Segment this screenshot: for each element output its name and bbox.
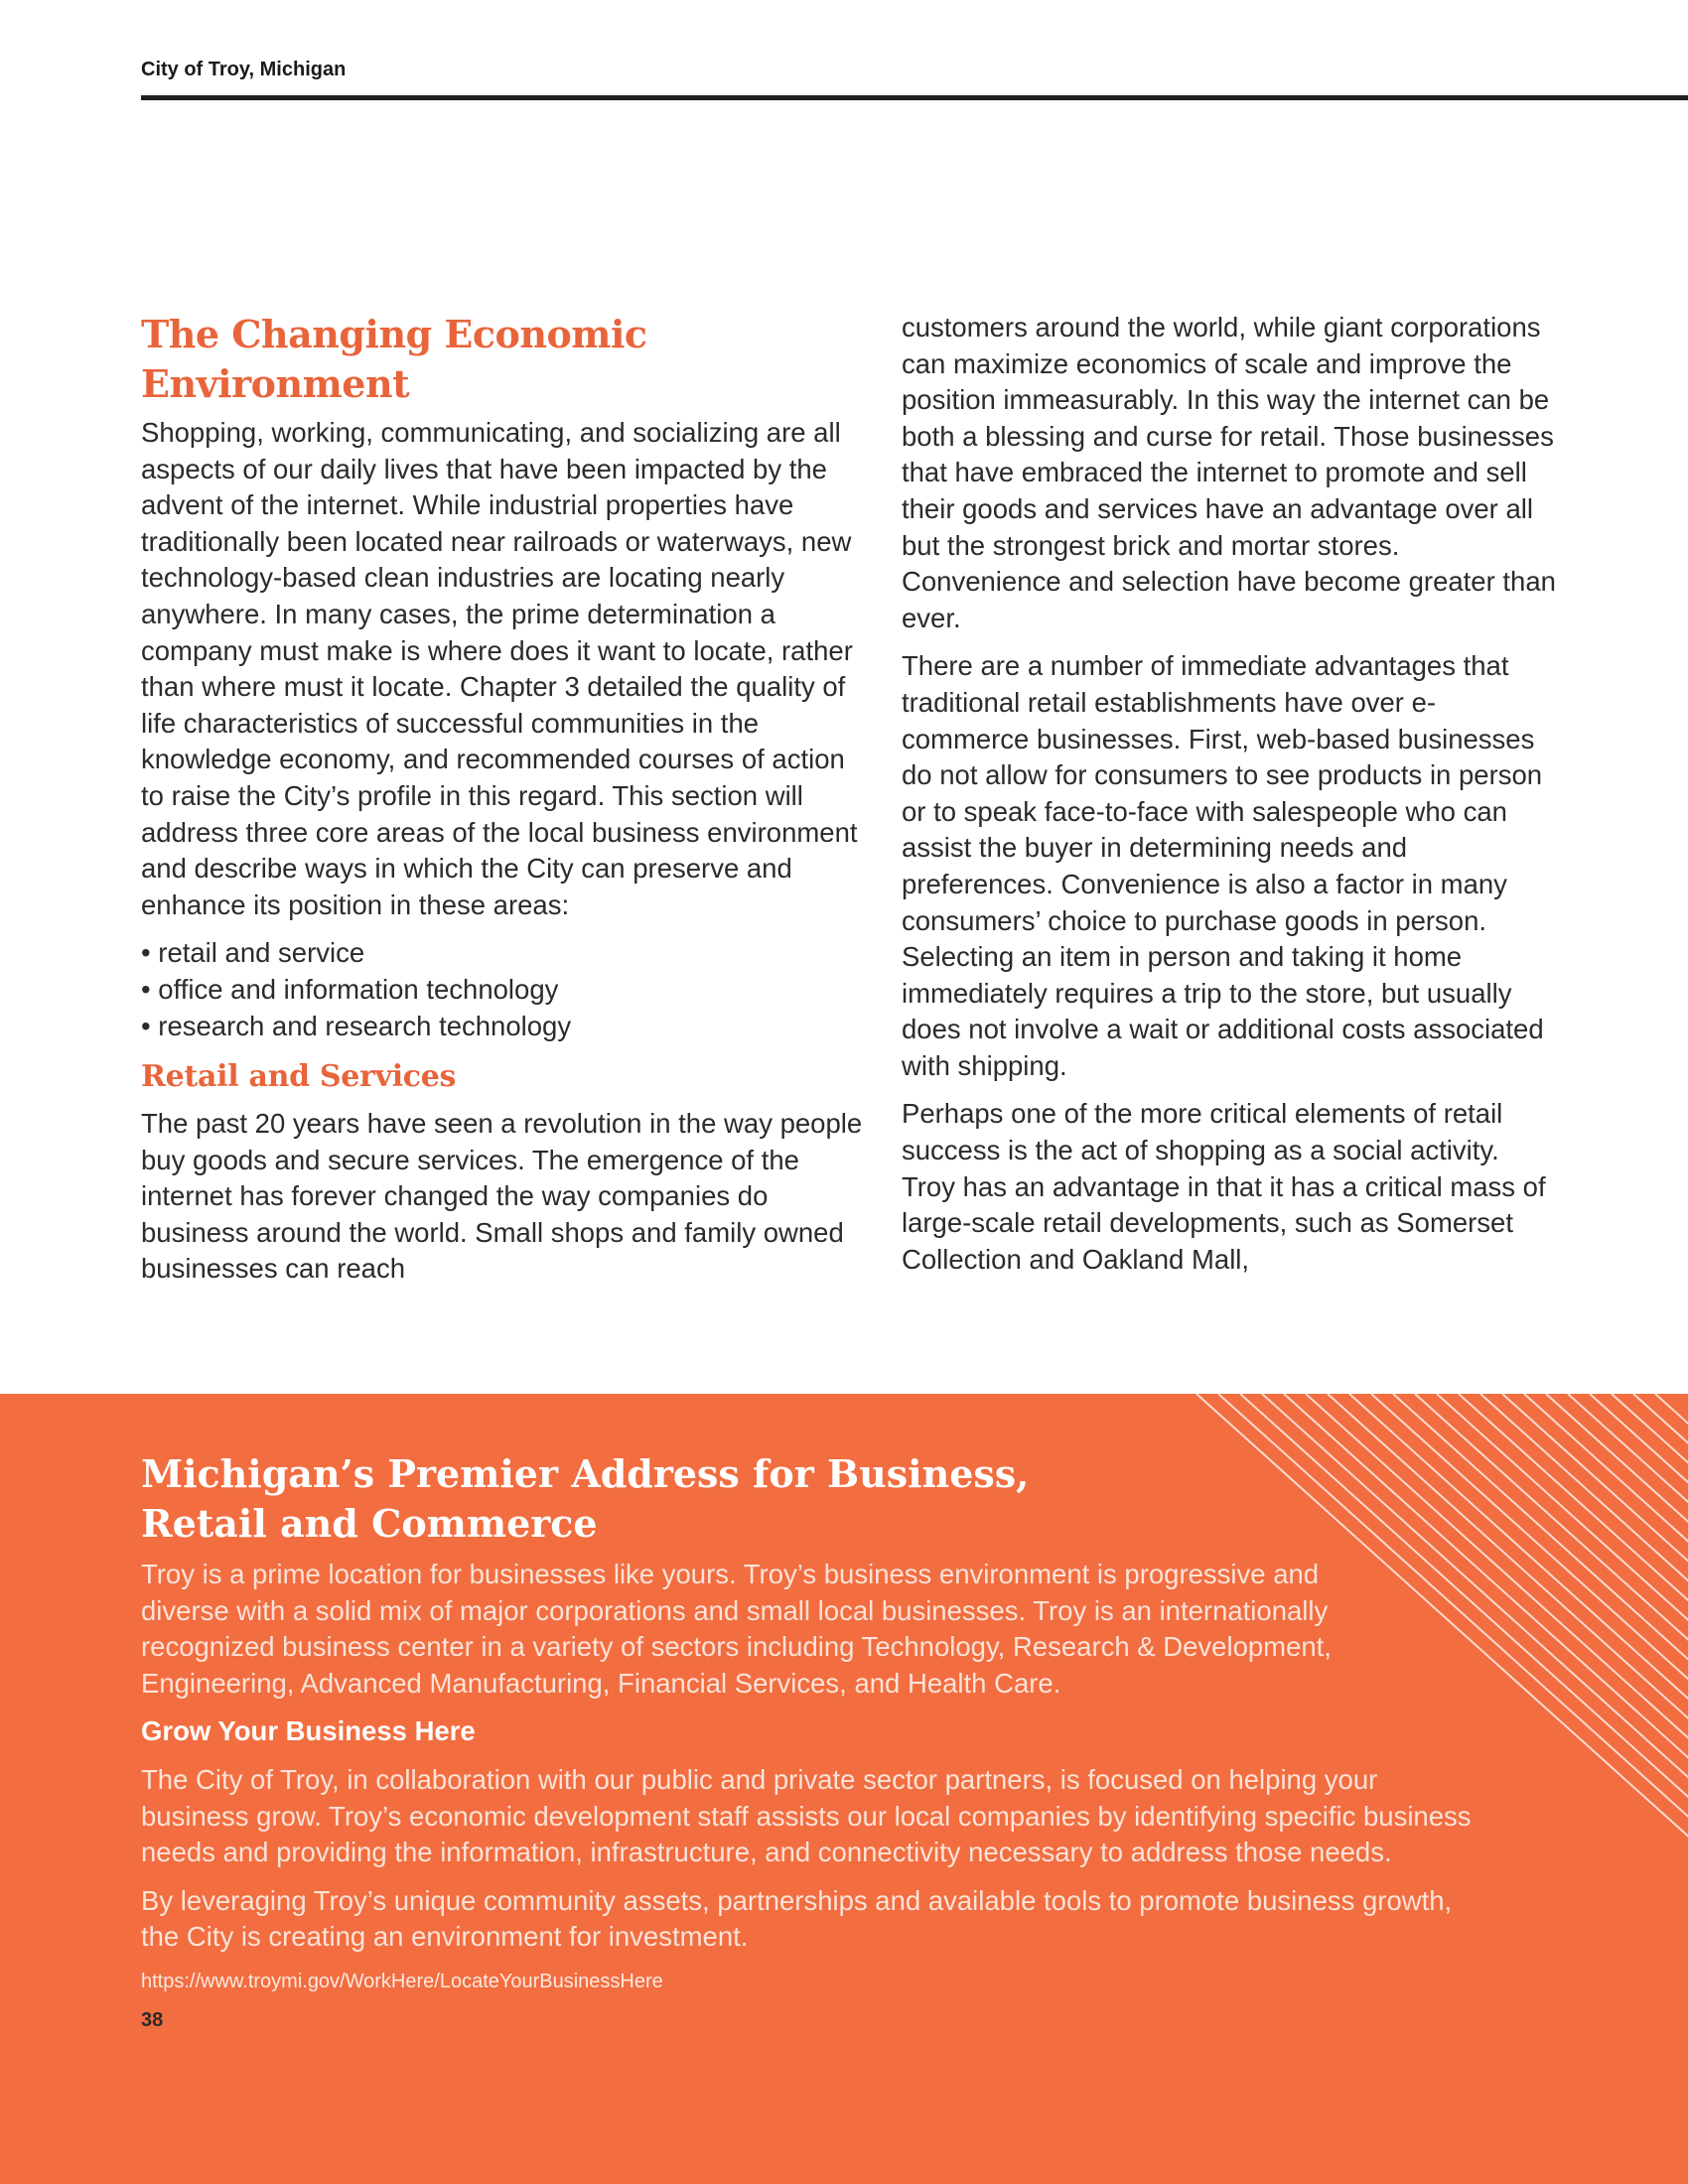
document-header: City of Troy, Michigan — [141, 59, 347, 80]
intro-paragraph: Shopping, working, communicating, and socializing are all aspects of our daily lives that have been impacted by the advent of the internet. While industrial properties have traditionally been located near railroads or waterways, new technology-based clean industries are locating nearly anywhere. In many cases, the prime determination a company must make is where does it want to locate, rather than where must it locate. Chapter 3 detailed the quality of life characteristics of successful communities in the knowledge economy, and recommended courses of action to raise the City’s profile in this regard. This section will address three core areas of the local business environment and describe ways in which the City can preserve and enhance its position in these areas: — [141, 417, 858, 920]
callout-title — [141, 1449, 1035, 1549]
social-shopping-paragraph: Perhaps one of the more critical elements of retail success is the act of shopping as a social activity. Troy has an advantage in that it has a critical mass of large-scale retail developments, such as Somerset Collection and Oakland Mall, — [902, 1098, 1546, 1275]
callout-title-line2: Retail and Commerce — [141, 1501, 598, 1546]
callout-investment-paragraph: By leveraging Troy’s unique community assets, partnerships and available tools to promote business growth, the City is creating an environment for investment. — [141, 1884, 1453, 1953]
page-number: 38 — [141, 2008, 164, 2031]
list-item: • office and information technology — [141, 972, 871, 1009]
focus-areas-list — [141, 935, 871, 1044]
list-item: • retail and service — [141, 935, 871, 972]
section-title — [141, 310, 871, 409]
advantages-paragraph: There are a number of immediate advantages that traditional retail establishments have over e-commerce businesses. First, web-based businesses do not allow for consumers to see products in person or to speak face-to-face with salespeople who can assist the buyer in determining needs and preferences. Convenience is also a factor in many consumers’ choice to purchase goods in person. Selecting an item in person and taking it home immediately requires a trip to the store, but usually does not involve a wait or additional costs associated with shipping. — [902, 650, 1544, 1081]
callout-subhead: Grow Your Business Here — [141, 1715, 476, 1747]
section-title-line1: The Changing Economic — [141, 312, 647, 356]
header-rule — [141, 95, 1688, 100]
callout-title-line1: Michigan’s Premier Address for Business, — [141, 1451, 1030, 1496]
section-title-line2: Environment — [141, 361, 410, 406]
right-column — [902, 310, 1557, 1290]
retail-paragraph: The past 20 years have seen a revolution in the way people buy goods and secure services. The emergence of the internet has forever changed the way companies do business around the world. Small shops and family owned businesses can reach — [141, 1108, 863, 1285]
callout-intro-paragraph: Troy is a prime location for businesses like yours. Troy’s business environment is progressive and diverse with a solid mix of major corporations and small local businesses. Troy is an internationally recognized business center in a variety of sectors including Technology, Research & Development, Engineering, Advanced Manufacturing, Financial Services, and Health Care. — [141, 1559, 1332, 1699]
left-column — [141, 310, 871, 1299]
callout-band — [0, 1394, 1688, 2184]
callout-grow-paragraph: The City of Troy, in collaboration with our public and private sector partners, is focused on helping your business grow. Troy’s economic development staff assists our local companies by identifying specific business needs and providing the information, infrastructure, and connectivity necessary to address those needs. — [141, 1763, 1472, 1868]
subsection-title: Retail and Services — [141, 1059, 457, 1095]
list-item: • research and research technology — [141, 1009, 871, 1045]
callout-content — [141, 1449, 1472, 2032]
website-link[interactable]: https://www.troymi.gov/WorkHere/LocateYourBusinessHere — [141, 1970, 663, 1992]
continued-paragraph: customers around the world, while giant corporations can maximize economics of scale and improve the position immeasurably. In this way the internet can be both a blessing and curse for retail. Those businesses that have embraced the internet to promote and sell their goods and services have an advantage over all but the strongest brick and mortar stores. Convenience and selection have become greater than ever. — [902, 312, 1556, 633]
